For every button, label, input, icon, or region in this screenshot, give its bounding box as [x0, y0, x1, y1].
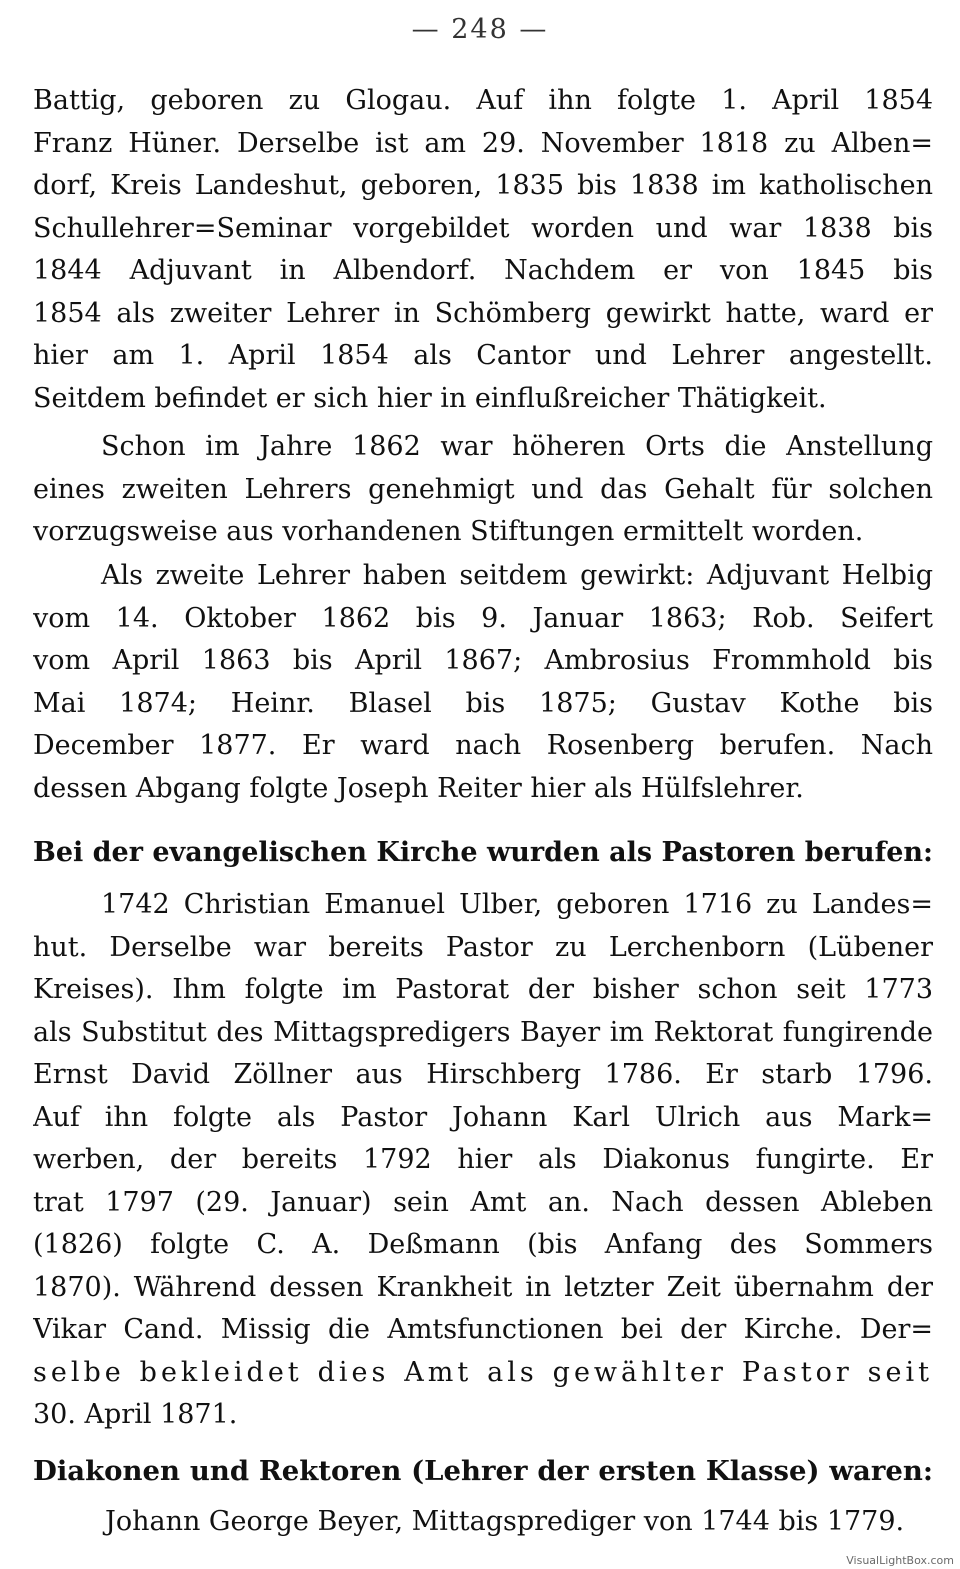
- text-line: als Substitut des Mittagspredigers Bayer im Rektorat fungirende: [33, 1016, 933, 1048]
- text-line: December 1877. Er ward nach Rosenberg berufen. Nach: [33, 730, 933, 761]
- text-line: Battig, geboren zu Glogau. Auf ihn folgte 1. April 1854: [33, 85, 933, 116]
- paragraph-1: [33, 80, 933, 420]
- paragraph-2: [33, 426, 933, 554]
- text-line: 1742 Christian Emanuel Ulber, geboren 1716 zu Landes=: [101, 889, 933, 920]
- text-line: 1870). Während dessen Krankheit in letzter Zeit übernahm der: [33, 1271, 933, 1303]
- heading-text: Diakonen und Rektoren (Lehrer der ersten Klasse) waren:: [33, 1455, 933, 1487]
- text-line: 1844 Adjuvant in Albendorf. Nachdem er von 1845 bis: [33, 255, 933, 286]
- text-line: hier am 1. April 1854 als Cantor und Lehrer angestellt.: [33, 340, 933, 371]
- paragraph-5: [33, 1501, 933, 1544]
- text-line: Johann George Beyer, Mittagsprediger von 1744 bis 1779.: [105, 1506, 905, 1537]
- heading-text: Bei der evangelischen Kirche wurden als Pastoren berufen:: [33, 837, 933, 868]
- text-line: Ernst David Zöllner aus Hirschberg 1786. Er starb 1796.: [33, 1059, 933, 1090]
- text-line: Vikar Cand. Missig die Amtsfunctionen bei der Kirche. Der=: [33, 1314, 933, 1345]
- text-line: Kreises). Ihm folgte im Pastorat der bisher schon seit 1773: [33, 974, 933, 1005]
- text-line: 1854 als zweiter Lehrer in Schömberg gewirkt hatte, ward er: [33, 297, 933, 329]
- text-line: 30. April 1871.: [33, 1399, 238, 1430]
- section-heading-pastors: [33, 830, 933, 876]
- text-line: vorzugsweise aus vorhandenen Stiftungen ermittelt worden.: [33, 516, 864, 547]
- text-line: werben, der bereits 1792 hier als Diakonus fungirte. Er: [33, 1144, 933, 1175]
- section-heading-deacons: [33, 1448, 933, 1494]
- text-line: Seitdem befindet er sich hier in einflußreicher Thätigkeit.: [33, 382, 827, 414]
- text-line: dessen Abgang folgte Joseph Reiter hier als Hülfslehrer.: [33, 772, 804, 804]
- text-line: Franz Hüner. Derselbe ist am 29. November 1818 zu Alben=: [33, 127, 933, 159]
- text-line: selbe bekleidet dies Amt als gewählter Pastor seit: [33, 1356, 933, 1388]
- text-line: Schullehrer=Seminar vorgebildet worden und war 1838 bis: [33, 212, 933, 244]
- watermark-text: VisualLightBox.com: [846, 1554, 954, 1567]
- text-line: dorf, Kreis Landeshut, geboren, 1835 bis 1838 im katholischen: [33, 170, 933, 201]
- paragraph-3: [33, 555, 933, 810]
- text-line: (1826) folgte C. A. Deßmann (bis Anfang des Sommers: [33, 1229, 933, 1260]
- text-line: Auf ihn folgte als Pastor Johann Karl Ulrich aus Mark=: [33, 1101, 933, 1133]
- text-line: vom 14. Oktober 1862 bis 9. Januar 1863; Rob. Seifert: [33, 602, 933, 634]
- paragraph-4: [33, 884, 933, 1437]
- text-line: Schon im Jahre 1862 war höheren Orts die Anstellung: [101, 431, 933, 462]
- text-line: eines zweiten Lehrers genehmigt und das Gehalt für solchen: [33, 473, 933, 505]
- text-line: vom April 1863 bis April 1867; Ambrosius Frommhold bis: [33, 645, 933, 676]
- text-line: hut. Derselbe war bereits Pastor zu Lerchenborn (Lübener: [33, 931, 933, 963]
- text-line: trat 1797 (29. Januar) sein Amt an. Nach dessen Ableben: [33, 1186, 933, 1218]
- page-number: — 248 —: [411, 14, 549, 45]
- text-line: Mai 1874; Heinr. Blasel bis 1875; Gustav Kothe bis: [33, 687, 933, 719]
- text-line: Als zweite Lehrer haben seitdem gewirkt: Adjuvant Helbig: [101, 560, 933, 591]
